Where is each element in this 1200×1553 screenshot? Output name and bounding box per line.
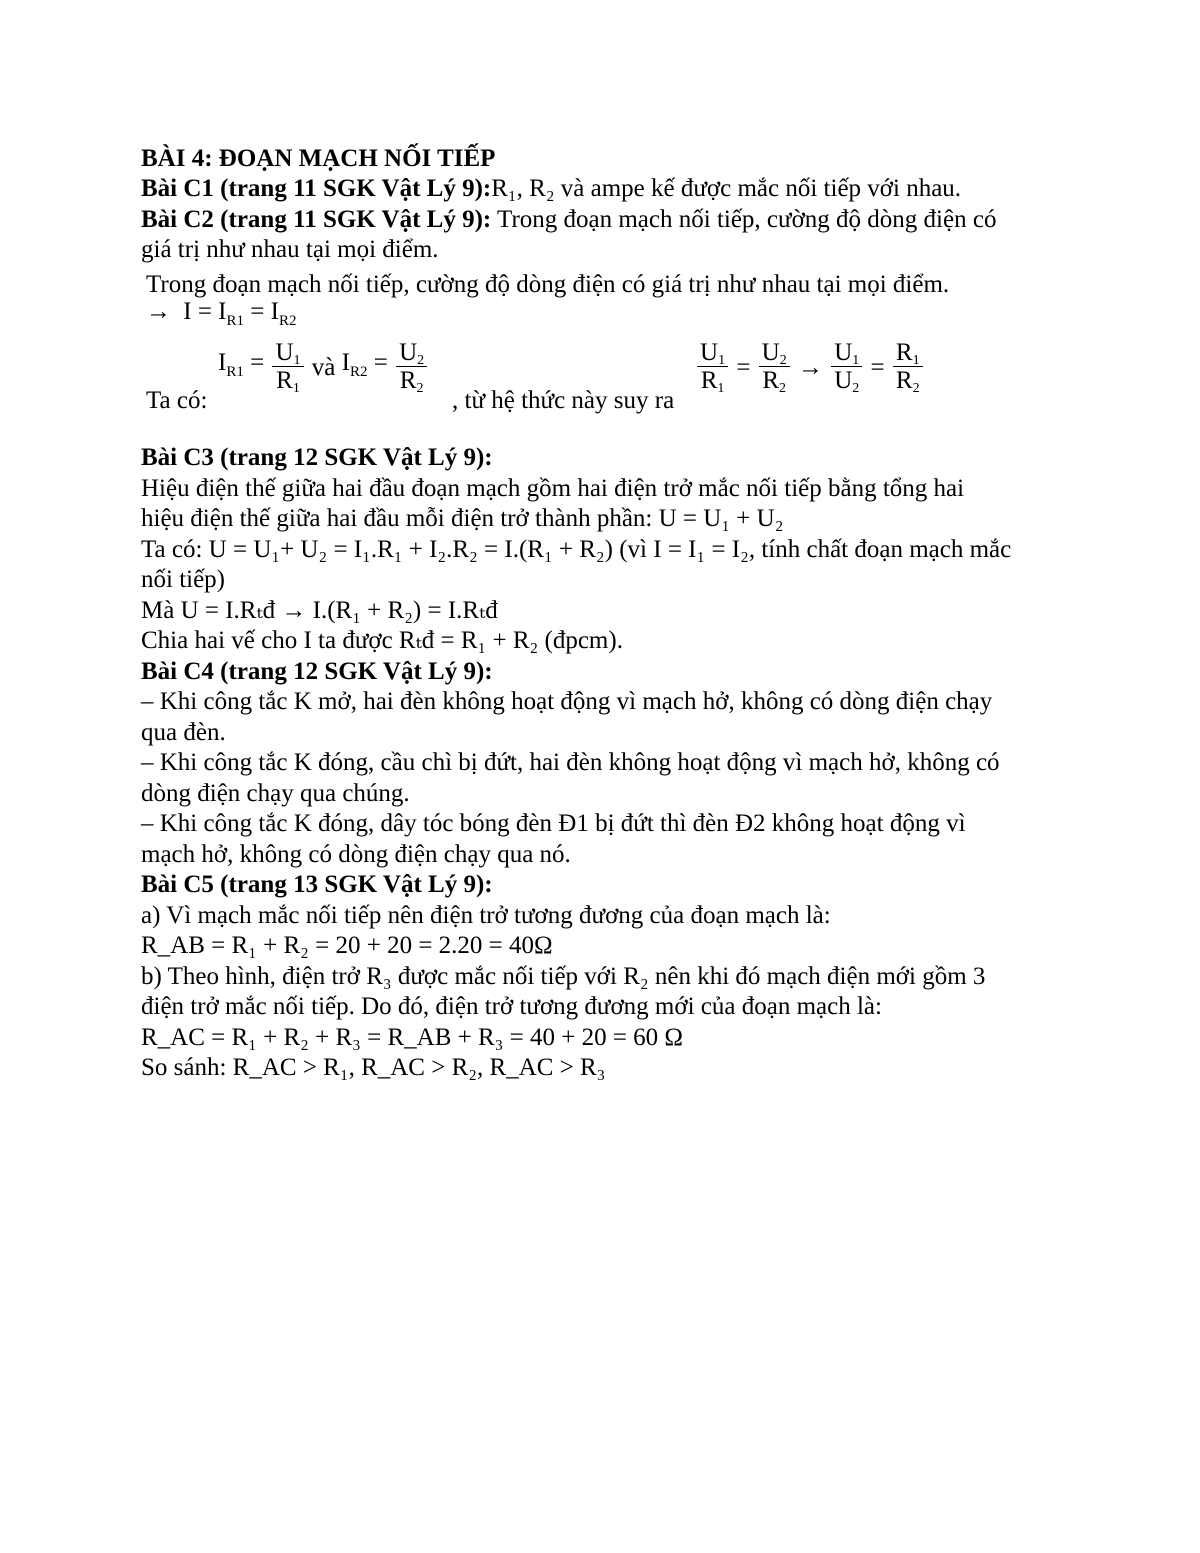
c3-line-3: Ta có: U = U₁+ U₂ = I₁.R₁ + I₂.R₂ = I.(R₁ + R₂) (vì I = I₁ = I₂, tính chất đoạn mạch mắc xyxy=(141,536,1012,563)
c5-line-4: điện trở mắc nối tiếp. Do đó, điện trở tương đương mới của đoạn mạch là: xyxy=(141,993,882,1020)
c1-line xyxy=(141,174,961,204)
eq-i: I = I xyxy=(183,298,227,325)
c2-line-3: Trong đoạn mạch nối tiếp, cường độ dòng điện có giá trị như nhau tại mọi điểm. xyxy=(146,271,950,298)
c3-line-6: Chia hai vế cho I ta được Rₜđ = R₁ + R₂ (đpcm). xyxy=(141,627,623,654)
eq-eq: = I xyxy=(244,298,279,325)
c3-line-5: Mà U = I.Rₜđ → I.(R₁ + R₂) = I.Rₜđ xyxy=(141,597,498,624)
c2-line-2: giá trị như nhau tại mọi điểm. xyxy=(141,236,439,263)
c5-heading: Bài C5 (trang 13 SGK Vật Lý 9): xyxy=(141,871,493,898)
current-equation xyxy=(146,297,296,336)
c3-heading: Bài C3 (trang 12 SGK Vật Lý 9): xyxy=(141,444,493,471)
c4-line-1: – Khi công tắc K mở, hai đèn không hoạt động vì mạch hở, không có dòng điện chạy xyxy=(141,688,993,715)
c2-line-1 xyxy=(141,205,996,235)
c4-heading: Bài C4 (trang 12 SGK Vật Lý 9): xyxy=(141,658,493,685)
arrow-icon: → xyxy=(797,353,823,381)
ta-co-label: Ta có: xyxy=(146,387,208,414)
c5-line-6: So sánh: R_AC > R₁, R_AC > R₂, R_AC > R₃ xyxy=(141,1054,606,1081)
c5-line-2: R_AB = R₁ + R₂ = 20 + 20 = 2.20 = 40Ω xyxy=(141,932,553,959)
c4-line-4: dòng điện chạy qua chúng. xyxy=(141,780,410,807)
va-text: và xyxy=(311,353,336,381)
c2-text-1: Trong đoạn mạch nối tiếp, cường độ dòng điện có xyxy=(491,206,997,233)
arrow-icon: → xyxy=(146,298,171,325)
c1-text: R₁, R₂ và ampe kế được mắc nối tiếp với nhau. xyxy=(491,175,962,202)
c5-line-5: R_AC = R₁ + R₂ + R₃ = R_AB + R₃ = 40 + 20 = 60 Ω xyxy=(141,1024,683,1051)
c4-line-2: qua đèn. xyxy=(141,719,226,746)
c3-line-2: hiệu điện thế giữa hai đầu mỗi điện trở thành phần: U = U₁ + U₂ xyxy=(141,505,784,532)
tu-he-thuc-text: , từ hệ thức này suy ra xyxy=(452,387,675,414)
fraction-formula-1: $I_{R1}$ = $\frac{U_1}{R_1}$ và $I_{R2}$ = $\frac{U_2}{R_2}$ xyxy=(218,340,429,395)
c3-line-4: nối tiếp) xyxy=(141,566,226,593)
page-title: BÀI 4: ĐOẠN MẠCH NỐI TIẾP xyxy=(141,145,496,172)
fraction-u2-r2: $\frac{U_2}{R_2}$ xyxy=(396,340,427,395)
c5-line-1: a) Vì mạch mắc nối tiếp nên điện trở tương đương của đoạn mạch là: xyxy=(141,902,831,929)
fraction-u1-r1: $\frac{U_1}{R_1}$ xyxy=(272,340,303,395)
c2-heading: Bài C2 (trang 11 SGK Vật Lý 9): xyxy=(141,206,492,233)
c3-line-1: Hiệu điện thế giữa hai đầu đoạn mạch gồm hai điện trở mắc nối tiếp bằng tổng hai xyxy=(141,475,965,502)
eq-sub-r1: R1 xyxy=(226,313,245,329)
fraction-formula-2: $\frac{U_1}{R_1}$ = $\frac{U_2}{R_2}$ → $\frac{U_1}{U_2}$ = $\frac{R_1}{R_2}$ xyxy=(695,340,925,395)
eq-sub-r2: R2 xyxy=(278,313,297,329)
c5-line-3: b) Theo hình, điện trở R₃ được mắc nối tiếp với R₂ nên khi đó mạch điện mới gồm 3 xyxy=(141,963,986,990)
c4-line-6: mạch hở, không có dòng điện chạy qua nó. xyxy=(141,841,571,868)
c4-line-5: – Khi công tắc K đóng, dây tóc bóng đèn Đ1 bị đứt thì đèn Đ2 không hoạt động vì xyxy=(141,810,966,837)
c4-line-3: – Khi công tắc K đóng, cầu chì bị đứt, hai đèn không hoạt động vì mạch hở, không có xyxy=(141,749,1000,776)
c1-heading: Bài C1 (trang 11 SGK Vật Lý 9): xyxy=(141,175,492,202)
